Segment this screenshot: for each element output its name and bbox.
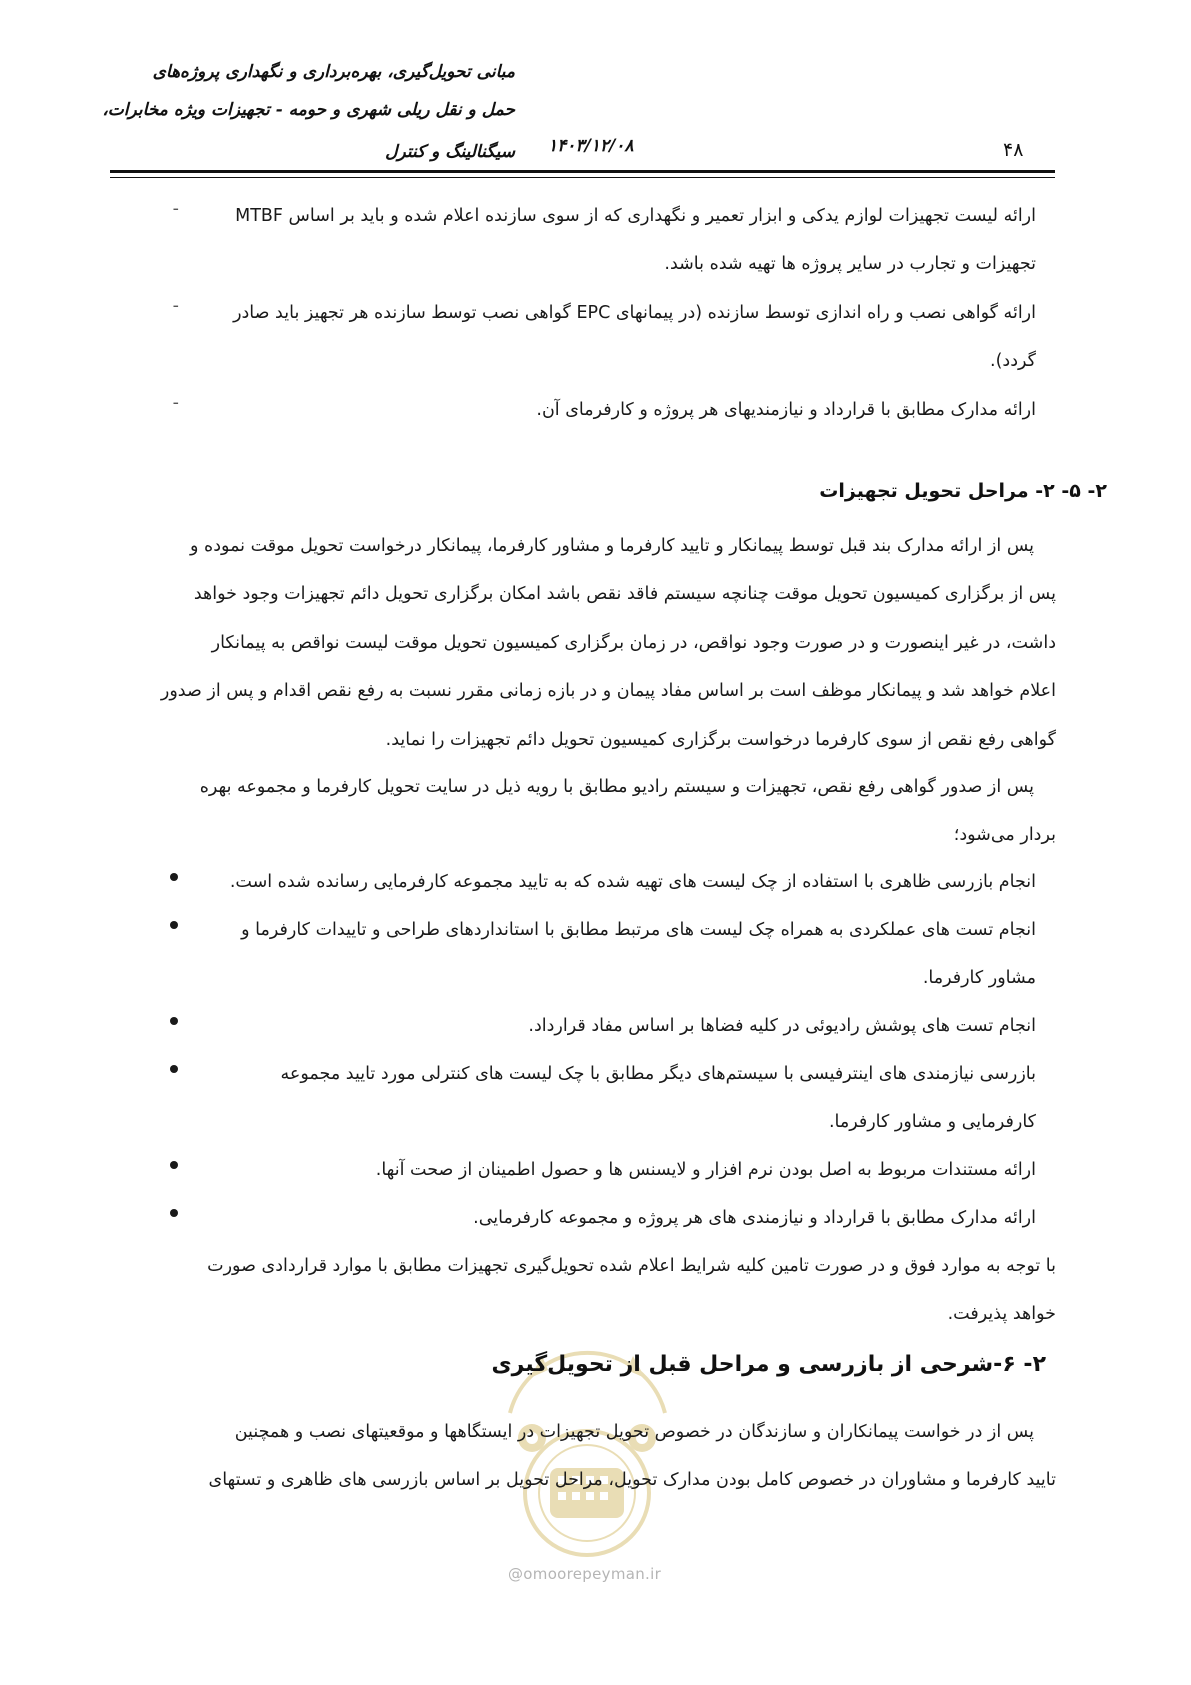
dash-list-item bbox=[106, 192, 1036, 289]
header-title-line-2: حمل و نقل ریلی شهری و حومه - تجهیزات ویژه مخابرات، bbox=[102, 100, 515, 120]
list-item-line: کارفرمایی و مشاور کارفرما. bbox=[828, 1112, 1036, 1133]
watermark-url: @omoorepeyman.ir bbox=[508, 1565, 662, 1583]
paragraph-line: گواهی رفع نقص از سوی کارفرما درخواست برگزاری کمیسیون تحویل دائم تجهیزات را نماید. bbox=[385, 729, 1056, 750]
header-title-line-3: سیگنالینگ و کنترل bbox=[385, 142, 515, 162]
list-item-line: انجام تست های عملکردی به همراه چک لیست های مرتبط مطابق با استانداردهای طراحی و تاییدات کارفرما و bbox=[241, 920, 1036, 940]
header-rule-thin bbox=[110, 177, 1055, 178]
bullet-list-item bbox=[106, 1146, 1036, 1194]
dash-marker: - bbox=[172, 199, 179, 219]
list-item-line: انجام بازرسی ظاهری با استفاده از چک لیست های تهیه شده که به تایید مجموعه کارفرمایی رسانده شده است. bbox=[229, 872, 1036, 892]
bullet-list-item bbox=[106, 1050, 1036, 1147]
paragraph-line: خواهد پذیرفت. bbox=[947, 1304, 1056, 1325]
dash-list-item bbox=[106, 289, 1036, 386]
list-item-line: گردد). bbox=[990, 351, 1036, 372]
dash-list-item bbox=[106, 386, 1036, 434]
list-item-line: مشاور کارفرما. bbox=[922, 968, 1036, 989]
page-number: ۴۸ bbox=[1003, 139, 1024, 161]
list-item-line: ارائه گواهی نصب و راه اندازی توسط سازنده (در پیمانهای EPC گواهی نصب توسط سازنده هر تجهیز باید صادر bbox=[233, 303, 1036, 323]
list-item-line: ارائه مدارک مطابق با قرارداد و نیازمندیهای هر پروژه و کارفرمای آن. bbox=[536, 400, 1036, 420]
paragraph-line: پس از برگزاری کمیسیون تحویل موقت چنانچه سیستم فاقد نقص باشد امکان برگزاری تحویل دائم تجهیزات وجود خواهد bbox=[193, 584, 1056, 605]
section-heading: ۲- ۵- ۲- مراحل تحویل تجهیزات bbox=[819, 480, 1107, 502]
paragraph bbox=[111, 522, 1056, 764]
paragraph-line: پس از صدور گواهی رفع نقص، تجهیزات و سیستم رادیو مطابق با رویه ذیل در سایت تحویل کارفرما و مجموعه بهره bbox=[199, 777, 1034, 797]
paragraph-line: تایید کارفرما و مشاوران در خصوص کامل بودن مدارک تحویل، مراحل تحویل بر اساس بازرسی های ظاهری و تستهای bbox=[208, 1470, 1056, 1491]
dash-marker: - bbox=[172, 393, 179, 413]
list-item-line: بازرسی نیازمندی های اینترفیسی با سیستم‌های دیگر مطابق با چک لیست های کنترلی مورد تایید مجموعه bbox=[280, 1064, 1036, 1084]
paragraph-line: پس از در خواست پیمانکاران و سازندگان در خصوص تحویل تجهیزات در ایستگاهها و موقعیتهای نصب و همچنین bbox=[234, 1422, 1034, 1442]
dash-marker: - bbox=[172, 296, 179, 316]
paragraph-line: پس از ارائه مدارک بند قبل توسط پیمانکار و تایید کارفرما و مشاور کارفرما، پیمانکار درخواست تحویل موقت نموده و bbox=[190, 536, 1034, 556]
bullet-list-item bbox=[106, 1002, 1036, 1050]
list-item-line: ارائه لیست تجهیزات لوازم یدکی و ابزار تعمیر و نگهداری که از سوی سازنده اعلام شده و باید بر اساس MTBF bbox=[235, 206, 1036, 226]
list-item-line: تجهیزات و تجارب در سایر پروژه ها تهیه شده باشد. bbox=[664, 254, 1036, 275]
list-item-line: ارائه مدارک مطابق با قرارداد و نیازمندی های هر پروژه و مجموعه کارفرمایی. bbox=[473, 1208, 1036, 1228]
header-title-line-1: مبانی تحویل‌گیری، بهره‌برداری و نگهداری پروژه‌های bbox=[152, 62, 515, 82]
bullet-list-item bbox=[106, 858, 1036, 906]
header-date: ۱۴۰۳/۱۲/۰۸ bbox=[548, 136, 634, 156]
list-item-line: ارائه مستندات مربوط به اصل بودن نرم افزار و لایسنس ها و حصول اطمینان از صحت آنها. bbox=[375, 1160, 1036, 1180]
paragraph-line: با توجه به موارد فوق و در صورت تامین کلیه شرایط اعلام شده تحویل‌گیری تجهیزات مطابق با موارد قراردادی صورت bbox=[207, 1256, 1056, 1276]
paragraph-line: بردار می‌شود؛ bbox=[953, 825, 1056, 846]
paragraph-line: اعلام خواهد شد و پیمانکار موظف است بر اساس مفاد پیمان و در بازه زمانی مقرر نسبت به رفع نقص اقدام و پس از صدور bbox=[160, 681, 1056, 702]
bullet-list-item bbox=[106, 906, 1036, 1003]
header-rule-thick bbox=[110, 170, 1055, 173]
paragraph-line: داشت، در غیر اینصورت و در صورت وجود نواقص، در زمان برگزاری کمیسیون تحویل موقت لیست نواقص به پیمانکار bbox=[211, 632, 1056, 653]
paragraph bbox=[111, 763, 1056, 860]
paragraph bbox=[111, 1408, 1056, 1505]
list-item-line: انجام تست های پوشش رادیوئی در کلیه فضاها بر اساس مفاد قرارداد. bbox=[528, 1016, 1036, 1036]
section-heading: ۲- ۶-شرحی از بازرسی و مراحل قبل از تحویل‌گیری bbox=[491, 1352, 1046, 1377]
bullet-list-item bbox=[106, 1194, 1036, 1242]
